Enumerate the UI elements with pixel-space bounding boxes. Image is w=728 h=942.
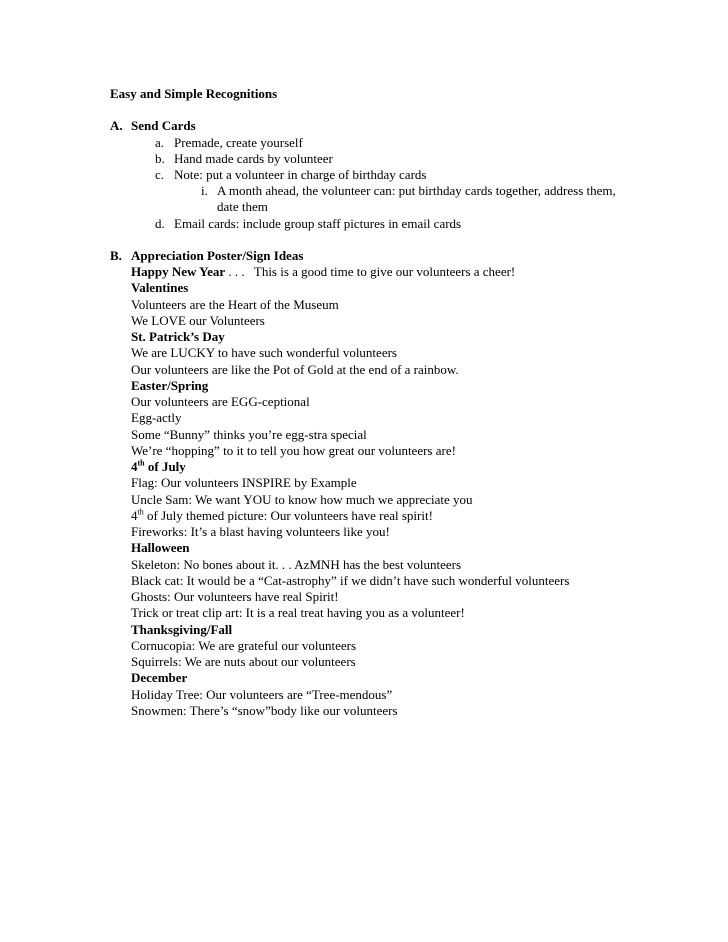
- subheading-december: December: [131, 670, 188, 685]
- list-item-a: [155, 135, 303, 151]
- idea-line: Volunteers are the Heart of the Museum: [131, 297, 339, 312]
- section-a-title: Send Cards: [131, 118, 196, 133]
- ellipsis: . . .: [228, 264, 245, 279]
- idea-line: We’re “hopping” to it to tell you how great our volunteers are!: [131, 443, 456, 458]
- july-ordinal: th: [137, 507, 144, 517]
- idea-line: Trick or treat clip art: It is a real treat having you as a volunteer!: [131, 605, 465, 620]
- subheading-valentines: Valentines: [131, 280, 189, 295]
- idea-line: Holiday Tree: Our volunteers are “Tree-mendous”: [131, 687, 393, 702]
- idea-line: Snowmen: There’s “snow”body like our volunteers: [131, 703, 398, 718]
- july-ordinal: th: [137, 458, 145, 468]
- idea-line: Cornucopia: We are grateful our volunteers: [131, 638, 357, 653]
- document-title: Easy and Simple Recognitions: [110, 86, 278, 101]
- idea-line: We are LUCKY to have such wonderful volunteers: [131, 345, 397, 360]
- list-item-c: [155, 167, 426, 183]
- idea-line: Egg-actly: [131, 410, 182, 425]
- subheading-halloween: Halloween: [131, 540, 190, 555]
- section-a-heading: [110, 118, 196, 134]
- happy-new-year-line: [131, 264, 515, 280]
- sub-list-item-i: [201, 183, 616, 199]
- idea-line: Skeleton: No bones about it. . . AzMNH has the best volunteers: [131, 557, 462, 572]
- july-picture-text: of July themed picture: Our volunteers have real spirit!: [146, 508, 433, 523]
- list-marker: c.: [155, 167, 165, 182]
- section-b-title: Appreciation Poster/Sign Ideas: [131, 248, 304, 263]
- subheading-happy-new-year: Happy New Year: [131, 264, 226, 279]
- happy-new-year-text: This is a good time to give our volunteers a cheer!: [253, 264, 516, 279]
- idea-line-july-picture: [131, 508, 433, 524]
- idea-line: Some “Bunny” thinks you’re egg-stra special: [131, 427, 367, 442]
- list-item-text: Note: put a volunteer in charge of birthday cards: [174, 167, 427, 182]
- july-number: 4: [131, 459, 138, 474]
- sub-list-item-i-continued: date them: [217, 199, 268, 214]
- july-number: 4: [131, 508, 138, 523]
- list-marker: a.: [155, 135, 165, 150]
- list-marker: d.: [155, 216, 165, 231]
- section-b-heading: [110, 248, 303, 264]
- idea-line: Uncle Sam: We want YOU to know how much we appreciate you: [131, 492, 473, 507]
- section-b-marker: B.: [110, 248, 122, 263]
- idea-line: We LOVE our Volunteers: [131, 313, 265, 328]
- list-item-text: A month ahead, the volunteer can: put birthday cards together, address them,: [217, 183, 616, 198]
- subheading-thanksgiving-fall: Thanksgiving/Fall: [131, 622, 233, 637]
- idea-line: Fireworks: It’s a blast having volunteers like you!: [131, 524, 390, 539]
- idea-line: Ghosts: Our volunteers have real Spirit!: [131, 589, 339, 604]
- idea-line: Our volunteers are like the Pot of Gold at the end of a rainbow.: [131, 362, 459, 377]
- subheading-st-patricks-day: St. Patrick’s Day: [131, 329, 225, 344]
- subheading-easter-spring: Easter/Spring: [131, 378, 209, 393]
- list-marker: b.: [155, 151, 165, 166]
- list-item-b: [155, 151, 333, 167]
- idea-line: Our volunteers are EGG-ceptional: [131, 394, 310, 409]
- list-marker: i.: [201, 183, 208, 198]
- july-text: of July: [147, 459, 186, 474]
- list-item-text: Premade, create yourself: [174, 135, 303, 150]
- subheading-4th-of-july: [131, 459, 186, 475]
- idea-line: Flag: Our volunteers INSPIRE by Example: [131, 475, 357, 490]
- list-item-text: Hand made cards by volunteer: [174, 151, 333, 166]
- idea-line: Squirrels: We are nuts about our volunteers: [131, 654, 356, 669]
- list-item-text: Email cards: include group staff pictures in email cards: [174, 216, 462, 231]
- idea-line: Black cat: It would be a “Cat-astrophy” if we didn’t have such wonderful volunteers: [131, 573, 570, 588]
- section-a-marker: A.: [110, 118, 123, 133]
- list-item-d: [155, 216, 461, 232]
